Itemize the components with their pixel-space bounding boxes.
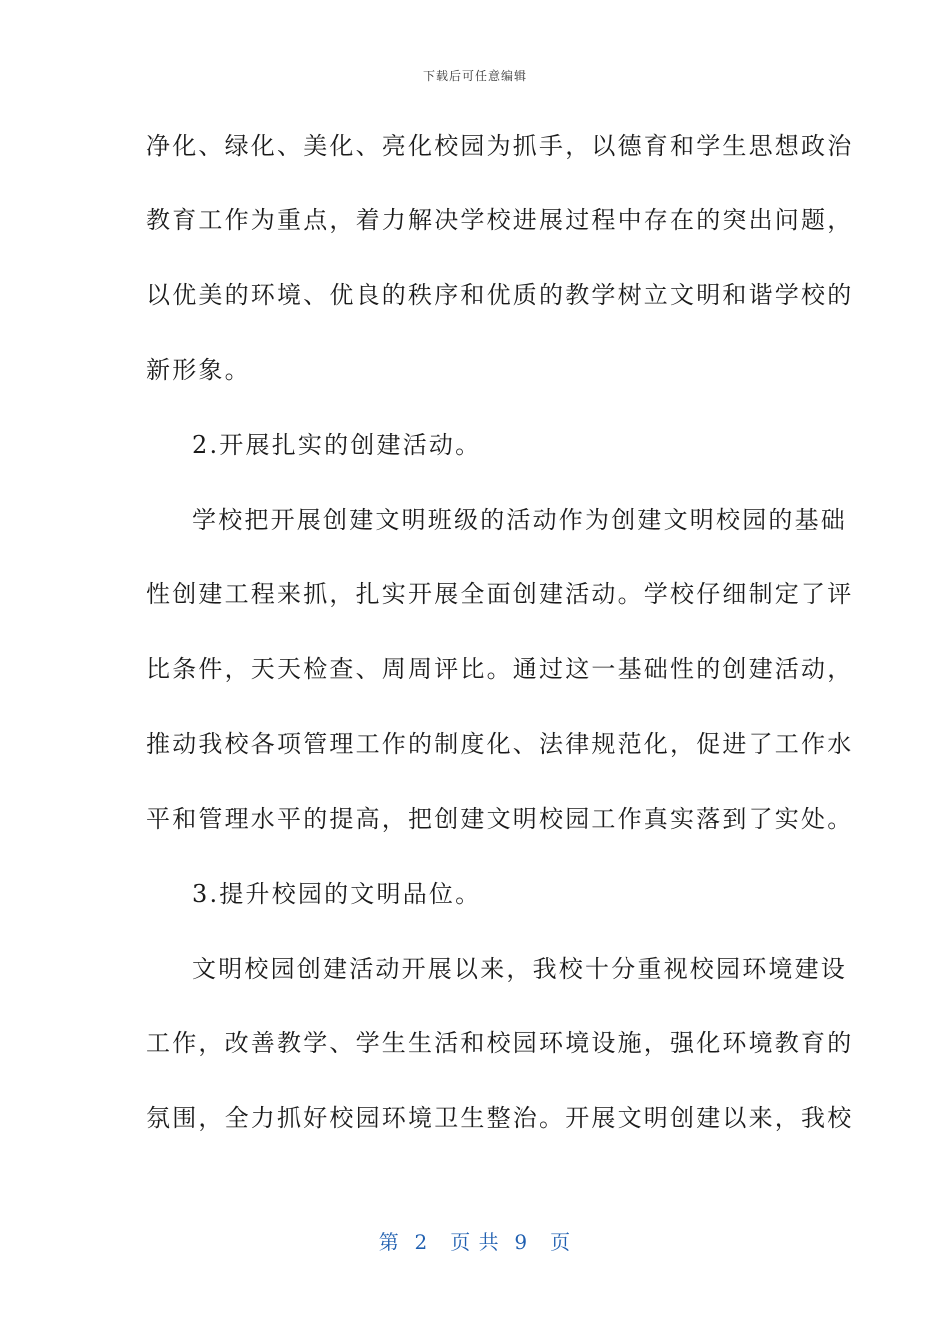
body-line: 净化、绿化、美化、亮化校园为抓手，以德育和学生思想政治 bbox=[146, 132, 854, 160]
body-line: 氛围，全力抓好校园环境卫生整治。开展文明创建以来，我校 bbox=[146, 1104, 854, 1132]
body-line: 推动我校各项管理工作的制度化、法律规范化，促进了工作水 bbox=[146, 730, 854, 758]
body-line: 性创建工程来抓，扎实开展全面创建活动。学校仔细制定了评 bbox=[146, 580, 854, 608]
body-line: 比条件，天天检查、周周评比。通过这一基础性的创建活动， bbox=[146, 655, 854, 683]
section-heading: 3.提升校园的文明品位。 bbox=[192, 880, 482, 908]
page-footer: 第 2 页 共 9 页 bbox=[378, 1230, 572, 1254]
body-line: 以优美的环境、优良的秩序和优质的教学树立文明和谐学校的 bbox=[146, 281, 854, 309]
body-line: 新形象。 bbox=[146, 356, 251, 384]
body-line: 教育工作为重点，着力解决学校进展过程中存在的突出问题， bbox=[146, 206, 854, 234]
body-line: 学校把开展创建文明班级的活动作为创建文明校园的基础 bbox=[192, 506, 847, 534]
page-header: 下载后可任意编辑 bbox=[422, 69, 527, 83]
body-line: 平和管理水平的提高，把创建文明校园工作真实落到了实处。 bbox=[146, 805, 854, 833]
section-heading: 2.开展扎实的创建活动。 bbox=[192, 431, 482, 459]
body-line: 工作，改善教学、学生生活和校园环境设施，强化环境教育的 bbox=[146, 1029, 854, 1057]
body-line: 文明校园创建活动开展以来，我校十分重视校园环境建设 bbox=[192, 955, 847, 983]
